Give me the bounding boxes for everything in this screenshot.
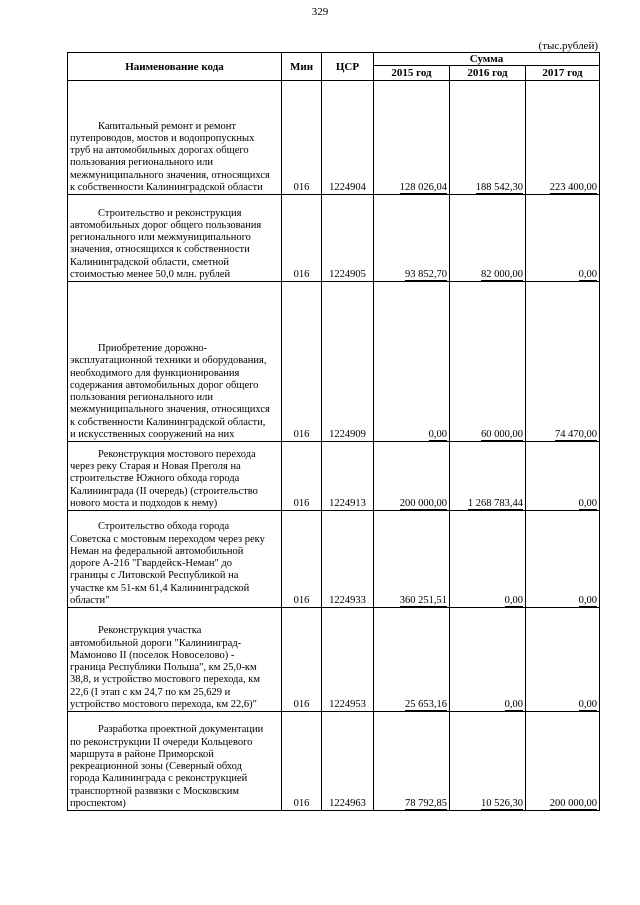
amount-y2017: 223 400,00 <box>549 182 597 193</box>
cell-y2016 <box>450 195 526 282</box>
amount-y2016: 0,00 <box>504 595 523 606</box>
cell-y2015 <box>374 712 450 811</box>
table-row <box>68 195 600 282</box>
amount-y2015: 93 852,70 <box>405 269 447 280</box>
amount-y2015: 25 653,16 <box>405 699 447 710</box>
cell-name: Реконструкция мостового перехода через реку Старая и Новая Преголя на строительстве Южного обхода города Калининграда (II очередь) (строительство нового моста и подходов к нему) <box>68 442 282 511</box>
table-row <box>68 282 600 442</box>
cell-min: 016 <box>282 282 322 442</box>
amount-y2015: 78 792,85 <box>405 798 447 809</box>
cell-name: Строительство обхода города Советска с мостовым переходом через реку Неман на федеральной автомобильной дороге А-216 "Гвардейск-Неман" до границы с Литовской Республикой на участке км 51-км 61,4 Калининградской области" <box>68 511 282 608</box>
cell-y2017 <box>526 282 600 442</box>
header-2016: 2016 год <box>450 66 526 81</box>
amount-y2017: 0,00 <box>578 498 597 509</box>
amount-y2016: 188 542,30 <box>475 182 523 193</box>
cell-y2015 <box>374 81 450 195</box>
budget-table <box>67 52 600 811</box>
cell-name: Приобретение дорожно- эксплуатационной техники и оборудования, необходимого для функционирования содержания автомобильных дорог общего пользования регионального или межмуниципального значения, относящихся к собственности Калининградской области, и искусственных сооружений на них <box>68 282 282 442</box>
cell-y2017 <box>526 712 600 811</box>
amount-y2016: 82 000,00 <box>481 269 523 280</box>
cell-csr: 1224913 <box>322 442 374 511</box>
cell-y2015 <box>374 608 450 712</box>
cell-name: Реконструкция участка автомобильной дороги "Калининград- Мамоново II (поселок Новоселово) - граница Республики Польша", км 25,0-км 38,8, и устройство мостового перехода, км 22,6 (I этап с км 24,7 по км 25,629 и устройство мостового перехода, км 22,6)" <box>68 608 282 712</box>
header-min: Мин <box>282 53 322 81</box>
cell-csr: 1224904 <box>322 81 374 195</box>
table-row <box>68 81 600 195</box>
cell-min: 016 <box>282 608 322 712</box>
cell-min: 016 <box>282 442 322 511</box>
amount-y2016: 1 268 783,44 <box>467 498 523 509</box>
cell-min: 016 <box>282 81 322 195</box>
table-row <box>68 608 600 712</box>
cell-min: 016 <box>282 195 322 282</box>
cell-y2017 <box>526 81 600 195</box>
table-row <box>68 442 600 511</box>
cell-name: Капитальный ремонт и ремонт путепроводов, мостов и водопропускных труб на автомобильных дорогах общего пользования регионального или межмуниципального значения, относящихся к собственности Калининградской области <box>68 81 282 195</box>
amount-y2015: 360 251,51 <box>399 595 447 606</box>
units-label: (тыс.рублей) <box>538 40 598 52</box>
cell-csr: 1224933 <box>322 511 374 608</box>
amount-y2017: 0,00 <box>578 595 597 606</box>
cell-y2015 <box>374 282 450 442</box>
amount-y2016: 60 000,00 <box>481 429 523 440</box>
amount-y2017: 0,00 <box>578 699 597 710</box>
cell-y2016 <box>450 81 526 195</box>
amount-y2016: 0,00 <box>504 699 523 710</box>
cell-y2016 <box>450 442 526 511</box>
cell-y2016 <box>450 712 526 811</box>
cell-name: Разработка проектной документации по реконструкции II очереди Кольцевого маршрута в районе Приморской рекреационной зоны (Северный обход города Калининграда с реконструкцией транспортной развязки с Московским проспектом) <box>68 712 282 811</box>
cell-y2017 <box>526 608 600 712</box>
header-sum: Сумма <box>374 53 600 66</box>
amount-y2015: 128 026,04 <box>399 182 447 193</box>
cell-min: 016 <box>282 712 322 811</box>
cell-csr: 1224909 <box>322 282 374 442</box>
cell-y2015 <box>374 442 450 511</box>
cell-csr: 1224905 <box>322 195 374 282</box>
header-name: Наименование кода <box>68 53 282 81</box>
amount-y2016: 10 526,30 <box>481 798 523 809</box>
header-csr: ЦСР <box>322 53 374 81</box>
cell-y2017 <box>526 511 600 608</box>
cell-name: Строительство и реконструкция автомобильных дорог общего пользования регионального или межмуниципального значения, относящихся к собственности Калининградской области, сметной стоимостью менее 50,0 млн. рублей <box>68 195 282 282</box>
cell-y2016 <box>450 608 526 712</box>
cell-y2016 <box>450 282 526 442</box>
cell-csr: 1224953 <box>322 608 374 712</box>
amount-y2017: 0,00 <box>578 269 597 280</box>
amount-y2015: 0,00 <box>428 429 447 440</box>
amount-y2017: 74 470,00 <box>555 429 597 440</box>
cell-y2017 <box>526 195 600 282</box>
header-2017: 2017 год <box>526 66 600 81</box>
cell-y2017 <box>526 442 600 511</box>
cell-y2015 <box>374 195 450 282</box>
cell-y2015 <box>374 511 450 608</box>
cell-y2016 <box>450 511 526 608</box>
table-row <box>68 712 600 811</box>
table-row <box>68 511 600 608</box>
header-2015: 2015 год <box>374 66 450 81</box>
amount-y2017: 200 000,00 <box>549 798 597 809</box>
cell-csr: 1224963 <box>322 712 374 811</box>
cell-min: 016 <box>282 511 322 608</box>
amount-y2015: 200 000,00 <box>399 498 447 509</box>
page-number: 329 <box>311 6 329 18</box>
